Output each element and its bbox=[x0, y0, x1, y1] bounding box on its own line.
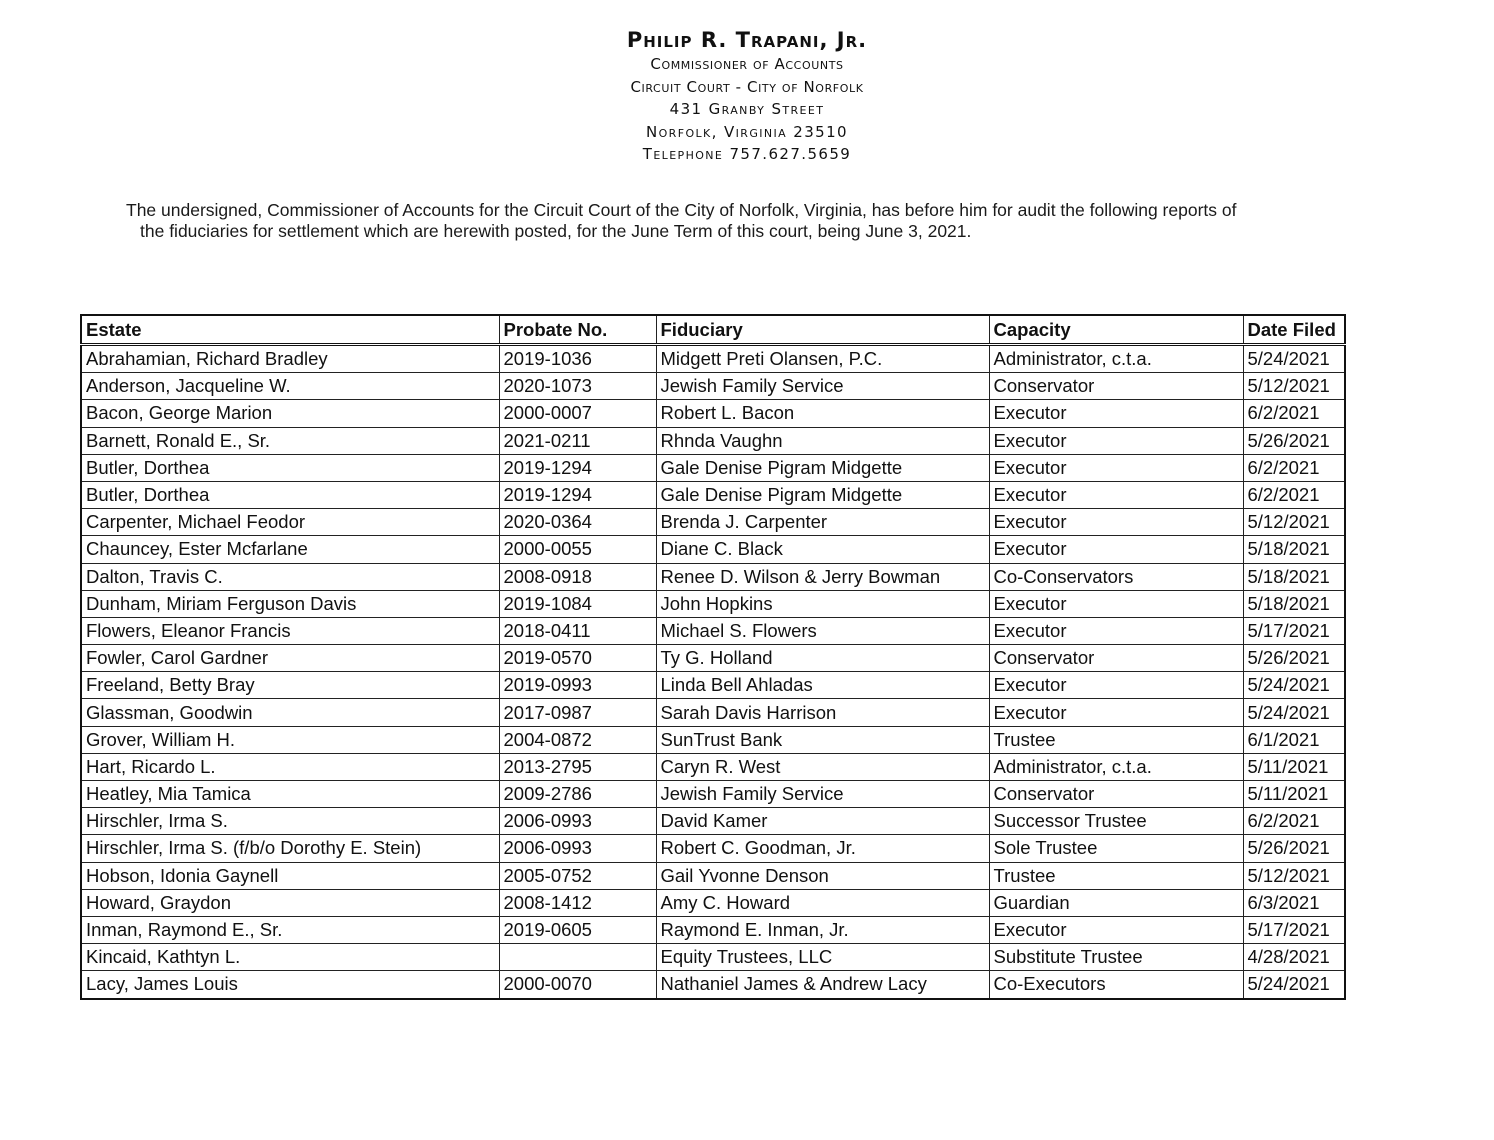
probate-no-cell: 2019-0993 bbox=[499, 672, 656, 699]
estate-cell: Lacy, James Louis bbox=[81, 971, 499, 999]
date-filed-cell: 6/2/2021 bbox=[1243, 808, 1345, 835]
capacity-cell: Executor bbox=[989, 481, 1243, 508]
court-name: Circuit Court - City of Norfolk bbox=[630, 77, 864, 96]
fiduciary-cell: Ty G. Holland bbox=[656, 645, 989, 672]
capacity-cell: Trustee bbox=[989, 726, 1243, 753]
estate-cell: Kincaid, Kathtyn L. bbox=[81, 944, 499, 971]
date-filed-cell: 5/17/2021 bbox=[1243, 617, 1345, 644]
city-address: Norfolk, Virginia 23510 bbox=[646, 122, 848, 141]
estate-cell: Glassman, Goodwin bbox=[81, 699, 499, 726]
capacity-cell: Administrator, c.t.a. bbox=[989, 753, 1243, 780]
fiduciary-cell: Michael S. Flowers bbox=[656, 617, 989, 644]
probate-no-cell: 2006-0993 bbox=[499, 835, 656, 862]
capacity-cell: Executor bbox=[989, 672, 1243, 699]
capacity-cell: Executor bbox=[989, 617, 1243, 644]
fiduciary-cell: Raymond E. Inman, Jr. bbox=[656, 916, 989, 943]
table-row bbox=[81, 781, 1345, 808]
table-row bbox=[81, 345, 1345, 373]
date-filed-cell: 5/12/2021 bbox=[1243, 509, 1345, 536]
date-filed-cell: 5/24/2021 bbox=[1243, 345, 1345, 373]
estate-cell: Dalton, Travis C. bbox=[81, 563, 499, 590]
date-filed-cell: 5/26/2021 bbox=[1243, 835, 1345, 862]
fiduciary-cell: David Kamer bbox=[656, 808, 989, 835]
table-row bbox=[81, 617, 1345, 644]
probate-no-cell: 2008-0918 bbox=[499, 563, 656, 590]
capacity-cell: Executor bbox=[989, 454, 1243, 481]
fiduciary-reports-table bbox=[80, 314, 1346, 1000]
fiduciary-cell: Brenda J. Carpenter bbox=[656, 509, 989, 536]
date-filed-cell: 6/2/2021 bbox=[1243, 481, 1345, 508]
probate-no-cell: 2013-2795 bbox=[499, 753, 656, 780]
capacity-cell: Executor bbox=[989, 536, 1243, 563]
capacity-cell: Sole Trustee bbox=[989, 835, 1243, 862]
probate-no-cell: 2019-0605 bbox=[499, 916, 656, 943]
fiduciary-cell: Robert L. Bacon bbox=[656, 400, 989, 427]
fiduciary-cell: Gale Denise Pigram Midgette bbox=[656, 454, 989, 481]
probate-no-cell: 2000-0007 bbox=[499, 400, 656, 427]
capacity-cell: Substitute Trustee bbox=[989, 944, 1243, 971]
table-row bbox=[81, 699, 1345, 726]
table-row bbox=[81, 509, 1345, 536]
fiduciary-cell: SunTrust Bank bbox=[656, 726, 989, 753]
probate-no-cell: 2020-1073 bbox=[499, 373, 656, 400]
fiduciary-cell: Jewish Family Service bbox=[656, 373, 989, 400]
fiduciary-cell: Caryn R. West bbox=[656, 753, 989, 780]
estate-cell: Chauncey, Ester Mcfarlane bbox=[81, 536, 499, 563]
date-filed-cell: 5/18/2021 bbox=[1243, 590, 1345, 617]
fiduciary-cell: Diane C. Black bbox=[656, 536, 989, 563]
probate-no-cell: 2020-0364 bbox=[499, 509, 656, 536]
capacity-cell: Conservator bbox=[989, 373, 1243, 400]
table-body bbox=[81, 345, 1345, 999]
probate-no-cell: 2000-0070 bbox=[499, 971, 656, 999]
probate-no-cell: 2009-2786 bbox=[499, 781, 656, 808]
table-row bbox=[81, 726, 1345, 753]
fiduciary-cell: Rhnda Vaughn bbox=[656, 427, 989, 454]
table-row bbox=[81, 427, 1345, 454]
date-filed-cell: 6/1/2021 bbox=[1243, 726, 1345, 753]
estate-cell: Grover, William H. bbox=[81, 726, 499, 753]
probate-no-cell: 2019-1036 bbox=[499, 345, 656, 373]
table-row bbox=[81, 481, 1345, 508]
table-row bbox=[81, 862, 1345, 889]
probate-no-cell: 2005-0752 bbox=[499, 862, 656, 889]
table-row bbox=[81, 916, 1345, 943]
table-row bbox=[81, 889, 1345, 916]
header-estate: Estate bbox=[81, 315, 499, 345]
fiduciary-cell: Midgett Preti Olansen, P.C. bbox=[656, 345, 989, 373]
date-filed-cell: 5/24/2021 bbox=[1243, 699, 1345, 726]
probate-no-cell: 2004-0872 bbox=[499, 726, 656, 753]
date-filed-cell: 5/11/2021 bbox=[1243, 781, 1345, 808]
header-capacity: Capacity bbox=[989, 315, 1243, 345]
capacity-cell: Executor bbox=[989, 590, 1243, 617]
estate-cell: Hart, Ricardo L. bbox=[81, 753, 499, 780]
probate-no-cell: 2019-1294 bbox=[499, 454, 656, 481]
date-filed-cell: 5/26/2021 bbox=[1243, 427, 1345, 454]
fiduciary-cell: Equity Trustees, LLC bbox=[656, 944, 989, 971]
probate-no-cell bbox=[499, 944, 656, 971]
date-filed-cell: 5/17/2021 bbox=[1243, 916, 1345, 943]
estate-cell: Heatley, Mia Tamica bbox=[81, 781, 499, 808]
fiduciary-cell: Gail Yvonne Denson bbox=[656, 862, 989, 889]
capacity-cell: Trustee bbox=[989, 862, 1243, 889]
probate-no-cell: 2000-0055 bbox=[499, 536, 656, 563]
estate-cell: Butler, Dorthea bbox=[81, 454, 499, 481]
estate-cell: Howard, Graydon bbox=[81, 889, 499, 916]
table-row bbox=[81, 454, 1345, 481]
probate-no-cell: 2021-0211 bbox=[499, 427, 656, 454]
estate-cell: Fowler, Carol Gardner bbox=[81, 645, 499, 672]
capacity-cell: Guardian bbox=[989, 889, 1243, 916]
fiduciary-cell: Sarah Davis Harrison bbox=[656, 699, 989, 726]
estate-cell: Flowers, Eleanor Francis bbox=[81, 617, 499, 644]
table-row bbox=[81, 645, 1345, 672]
fiduciary-cell: Gale Denise Pigram Midgette bbox=[656, 481, 989, 508]
intro-line-1: The undersigned, Commissioner of Accounts for the Circuit Court of the City of Norfolk, Virginia, has before him for audit the following reports of bbox=[126, 200, 1237, 220]
date-filed-cell: 5/11/2021 bbox=[1243, 753, 1345, 780]
intro-paragraph bbox=[126, 200, 1356, 242]
table-row bbox=[81, 563, 1345, 590]
capacity-cell: Conservator bbox=[989, 781, 1243, 808]
estate-cell: Bacon, George Marion bbox=[81, 400, 499, 427]
fiduciary-cell: Renee D. Wilson & Jerry Bowman bbox=[656, 563, 989, 590]
date-filed-cell: 6/3/2021 bbox=[1243, 889, 1345, 916]
table-row bbox=[81, 373, 1345, 400]
date-filed-cell: 5/26/2021 bbox=[1243, 645, 1345, 672]
table-row bbox=[81, 672, 1345, 699]
estate-cell: Hirschler, Irma S. (f/b/o Dorothy E. Stein) bbox=[81, 835, 499, 862]
intro-line-2: the fiduciaries for settlement which are herewith posted, for the June Term of this court, being June 3, 2021. bbox=[140, 221, 972, 241]
date-filed-cell: 5/24/2021 bbox=[1243, 971, 1345, 999]
capacity-cell: Co-Executors bbox=[989, 971, 1243, 999]
table-row bbox=[81, 944, 1345, 971]
table-row bbox=[81, 971, 1345, 999]
header-date-filed: Date Filed bbox=[1243, 315, 1345, 345]
street-address: 431 Granby Street bbox=[669, 100, 825, 118]
fiduciary-cell: Nathaniel James & Andrew Lacy bbox=[656, 971, 989, 999]
table-row bbox=[81, 808, 1345, 835]
table-row bbox=[81, 400, 1345, 427]
probate-no-cell: 2008-1412 bbox=[499, 889, 656, 916]
date-filed-cell: 5/12/2021 bbox=[1243, 862, 1345, 889]
estate-cell: Freeland, Betty Bray bbox=[81, 672, 499, 699]
commissioner-title: Commissioner of Accounts bbox=[650, 55, 844, 73]
commissioner-name: Philip R. Trapani, Jr. bbox=[626, 28, 868, 52]
probate-no-cell: 2019-0570 bbox=[499, 645, 656, 672]
estate-cell: Abrahamian, Richard Bradley bbox=[81, 345, 499, 373]
date-filed-cell: 5/12/2021 bbox=[1243, 373, 1345, 400]
probate-no-cell: 2018-0411 bbox=[499, 617, 656, 644]
estate-cell: Butler, Dorthea bbox=[81, 481, 499, 508]
date-filed-cell: 5/18/2021 bbox=[1243, 563, 1345, 590]
estate-cell: Carpenter, Michael Feodor bbox=[81, 509, 499, 536]
capacity-cell: Conservator bbox=[989, 645, 1243, 672]
table-row bbox=[81, 590, 1345, 617]
date-filed-cell: 6/2/2021 bbox=[1243, 400, 1345, 427]
estate-cell: Hobson, Idonia Gaynell bbox=[81, 862, 499, 889]
letterhead bbox=[0, 30, 1494, 170]
date-filed-cell: 4/28/2021 bbox=[1243, 944, 1345, 971]
date-filed-cell: 6/2/2021 bbox=[1243, 454, 1345, 481]
estate-cell: Hirschler, Irma S. bbox=[81, 808, 499, 835]
estate-cell: Dunham, Miriam Ferguson Davis bbox=[81, 590, 499, 617]
estate-cell: Barnett, Ronald E., Sr. bbox=[81, 427, 499, 454]
capacity-cell: Executor bbox=[989, 916, 1243, 943]
table-row bbox=[81, 753, 1345, 780]
capacity-cell: Executor bbox=[989, 509, 1243, 536]
capacity-cell: Successor Trustee bbox=[989, 808, 1243, 835]
table-row bbox=[81, 536, 1345, 563]
probate-no-cell: 2019-1084 bbox=[499, 590, 656, 617]
fiduciary-cell: Linda Bell Ahladas bbox=[656, 672, 989, 699]
capacity-cell: Executor bbox=[989, 400, 1243, 427]
fiduciary-cell: Jewish Family Service bbox=[656, 781, 989, 808]
fiduciary-cell: Amy C. Howard bbox=[656, 889, 989, 916]
table-header-row bbox=[81, 315, 1345, 345]
capacity-cell: Co-Conservators bbox=[989, 563, 1243, 590]
capacity-cell: Executor bbox=[989, 427, 1243, 454]
date-filed-cell: 5/24/2021 bbox=[1243, 672, 1345, 699]
probate-no-cell: 2006-0993 bbox=[499, 808, 656, 835]
date-filed-cell: 5/18/2021 bbox=[1243, 536, 1345, 563]
probate-no-cell: 2017-0987 bbox=[499, 699, 656, 726]
table-row bbox=[81, 835, 1345, 862]
header-probate-no: Probate No. bbox=[499, 315, 656, 345]
capacity-cell: Executor bbox=[989, 699, 1243, 726]
telephone: Telephone 757.627.5659 bbox=[642, 145, 852, 163]
estate-cell: Anderson, Jacqueline W. bbox=[81, 373, 499, 400]
fiduciary-cell: John Hopkins bbox=[656, 590, 989, 617]
capacity-cell: Administrator, c.t.a. bbox=[989, 345, 1243, 373]
fiduciary-cell: Robert C. Goodman, Jr. bbox=[656, 835, 989, 862]
header-fiduciary: Fiduciary bbox=[656, 315, 989, 345]
estate-cell: Inman, Raymond E., Sr. bbox=[81, 916, 499, 943]
probate-no-cell: 2019-1294 bbox=[499, 481, 656, 508]
